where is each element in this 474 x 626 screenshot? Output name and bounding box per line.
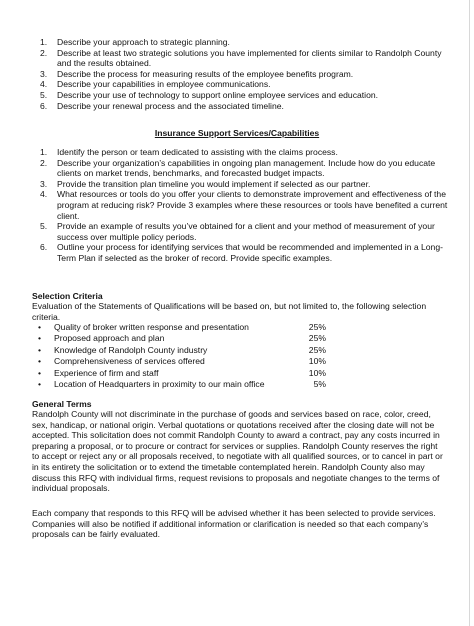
list-item	[40, 189, 450, 221]
strategic-planning-list	[40, 37, 450, 111]
criteria-item	[38, 322, 338, 333]
list-item	[40, 48, 450, 69]
item-text: Provide an example of results you’ve obtained for a client and your method of measurement of your success over multiple policy periods.	[57, 221, 435, 242]
list-item	[40, 69, 450, 80]
item-text: Identify the person or team dedicated to assisting with the claims process.	[57, 147, 338, 157]
scan-edge-line	[469, 0, 470, 626]
list-item	[40, 158, 450, 179]
item-text: Describe your renewal process and the associated timeline.	[57, 100, 284, 111]
bullet-glyph: •	[38, 333, 42, 344]
section-title: Insurance Support Services/Capabilities	[154, 128, 320, 138]
criteria-item	[38, 368, 338, 379]
criteria-weight: 25%	[308, 333, 326, 344]
item-text: What resources or tools do you offer your clients to demonstrate improvement and effectiveness of the program at reducing risk? Provide 3 examples where these resources or tools have benefited a current client.	[57, 189, 448, 221]
item-text: Outline your process for identifying services that would be recommended and implemented in a Long-Term Plan if selected as the broker of record. Provide specific examples.	[57, 242, 443, 263]
item-text: Describe your approach to strategic planning.	[57, 37, 230, 47]
criteria-item	[38, 356, 338, 367]
bullet-glyph: •	[38, 344, 42, 355]
item-text: Describe your capabilities in employee communications.	[57, 79, 271, 90]
criteria-item	[38, 333, 338, 344]
item-number: 3.	[40, 68, 48, 79]
general-terms-paragraph: Randolph County will not discriminate in the purchase of goods and services based on race, color, creed, sex, handicap, or national origin. Verbal quotations or quotations received after the closing date will not be accepted. This solicitation does not commit Randolph County to award a contract, pay any costs incurred in preparing a proposal, or to procure or contract for services or supplies. Randolph County reserves the right to accept or reject any or all proposals received, to negotiate with all qualified sources, or to cancel in part or in its entirety the solicitation or to extend the timetable contemplated herein. Randolph County also may discuss this RFQ with individual firms, request revisions to proposals and negotiate changes to the terms of individual proposals.	[32, 409, 443, 494]
criteria-label: Proposed approach and plan	[54, 333, 165, 344]
item-text: Describe the process for measuring results of the employee benefits program.	[57, 68, 354, 79]
criteria-weight: 25%	[308, 322, 326, 332]
item-number: 1.	[40, 37, 48, 47]
list-item	[40, 79, 450, 90]
item-number: 1.	[40, 147, 48, 157]
selection-criteria-heading: Selection Criteria	[32, 291, 103, 301]
item-number: 5.	[40, 89, 48, 100]
criteria-item	[38, 379, 338, 390]
general-terms-heading: General Terms	[32, 399, 92, 409]
item-number: 2.	[40, 47, 48, 58]
list-item	[40, 221, 450, 242]
item-number: 3.	[40, 178, 48, 189]
criteria-label: Comprehensiveness of services offered	[54, 356, 205, 367]
list-item	[40, 37, 450, 48]
criteria-weight: 25%	[308, 344, 326, 355]
bullet-glyph: •	[38, 367, 42, 378]
criteria-label: Quality of broker written response and presentation	[54, 322, 249, 332]
selection-criteria-list	[38, 322, 338, 390]
item-number: 4.	[40, 79, 48, 90]
item-number: 4.	[40, 189, 48, 200]
bullet-glyph: •	[38, 378, 42, 389]
criteria-label: Location of Headquarters in proximity to our main office	[54, 378, 265, 389]
criteria-weight: 10%	[308, 367, 326, 378]
item-text: Describe your use of technology to support online employee services and education.	[57, 89, 379, 100]
selection-criteria-intro: Evaluation of the Statements of Qualifications will be based on, but not limited to, the following selection criteria.	[32, 301, 427, 322]
criteria-weight: 10%	[308, 356, 326, 367]
list-item	[40, 101, 450, 112]
item-number: 2.	[40, 157, 48, 168]
insurance-services-list	[40, 147, 450, 264]
criteria-weight: 5%	[313, 378, 326, 389]
list-item	[40, 147, 450, 158]
bullet-glyph: •	[38, 356, 42, 367]
item-text: Describe at least two strategic solutions you have implemented for clients similar to Randolph County and the results obtained.	[57, 47, 442, 69]
list-item	[40, 90, 450, 101]
general-terms-paragraph: Each company that responds to this RFQ will be advised whether it has been selected to provide services. Companies will also be notified if additional information or clarification is needed so that each company’s proposals can be fairly evaluated.	[32, 508, 436, 540]
item-text: Provide the transition plan timeline you would implement if selected as our partner.	[57, 178, 371, 189]
item-number: 6.	[40, 242, 48, 253]
list-item	[40, 179, 450, 190]
item-text: Describe your organization’s capabilities in ongoing plan management. Include how do you educate clients on market trends, benchmarks, and forecasted budget impacts.	[57, 157, 436, 179]
criteria-label: Knowledge of Randolph County industry	[54, 344, 208, 355]
criteria-item	[38, 345, 338, 356]
list-item	[40, 242, 450, 263]
bullet-glyph: •	[38, 322, 42, 332]
criteria-label: Experience of firm and staff	[54, 367, 159, 378]
item-number: 6.	[40, 100, 48, 111]
item-number: 5.	[40, 221, 48, 232]
